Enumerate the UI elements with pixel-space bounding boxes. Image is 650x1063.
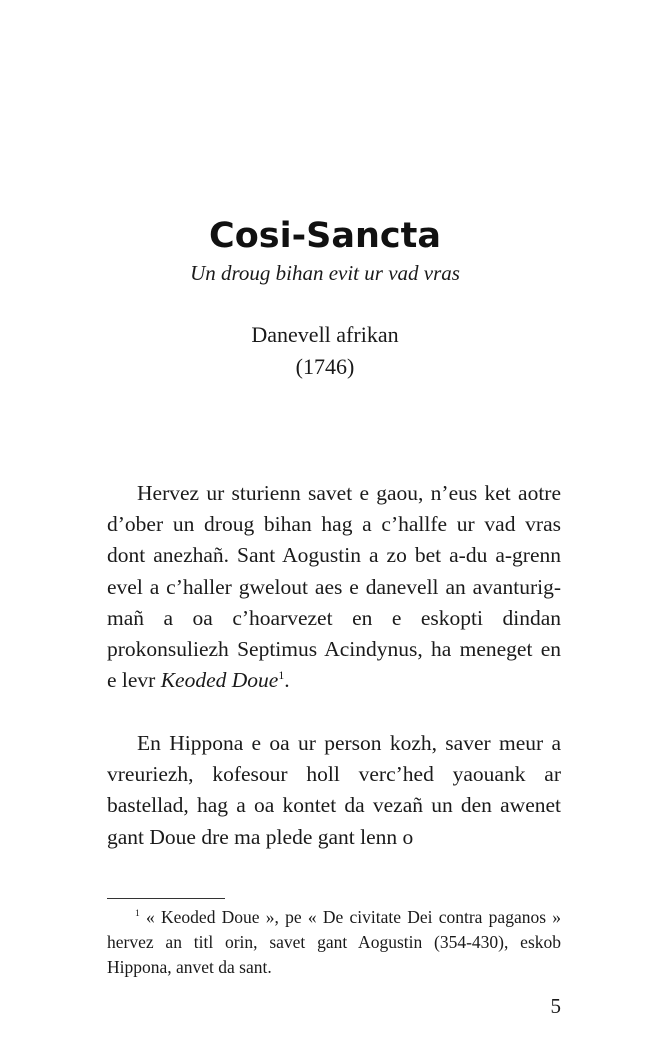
body-paragraph-1 — [107, 478, 561, 696]
footnote-marker: 1 — [135, 908, 140, 920]
paragraph-1-text: Hervez ur sturienn savet e gaou, n’eus ket aotre d’ober un droug bihan hag a c’hallfe ur vad vras dont anezhañ. Sant Aogustin a zo bet a-du a-grenn evel a c’haller gwelout aes e danevell an avanturig-mañ a oa c’hoarvezet en e eskopti dindan prokonsuliezh Septimus Acindynus, ha meneget en e levr — [107, 481, 561, 693]
footnote-divider — [107, 898, 225, 899]
story-year: (1746) — [295, 354, 355, 379]
footnote-reference-marker[interactable]: 1 — [278, 668, 285, 683]
story-genre: Danevell afrikan — [251, 322, 399, 347]
page-number: 5 — [550, 994, 561, 1018]
story-subtitle: Un droug bihan evit ur vad vras — [190, 261, 460, 285]
story-title: Cosi-Sancta — [209, 216, 441, 256]
paragraph-1-end: . — [284, 668, 290, 693]
book-title-reference: Keoded Doue — [160, 668, 279, 693]
footnote — [107, 905, 561, 980]
footnote-text: « Keoded Doue », pe « De civitate Dei contra paganos » hervez an titl orin, savet gant Aogustin (354-430), eskob Hippona, anvet da sant. — [107, 907, 561, 977]
body-paragraph-2: En Hippona e oa ur person kozh, saver meur a vreuriezh, kofesour holl verc’hed yaouank ar bastellad, hag a oa kontet da vezañ un den awenet gant Doue dre ma plede gant lenn o — [107, 731, 561, 849]
